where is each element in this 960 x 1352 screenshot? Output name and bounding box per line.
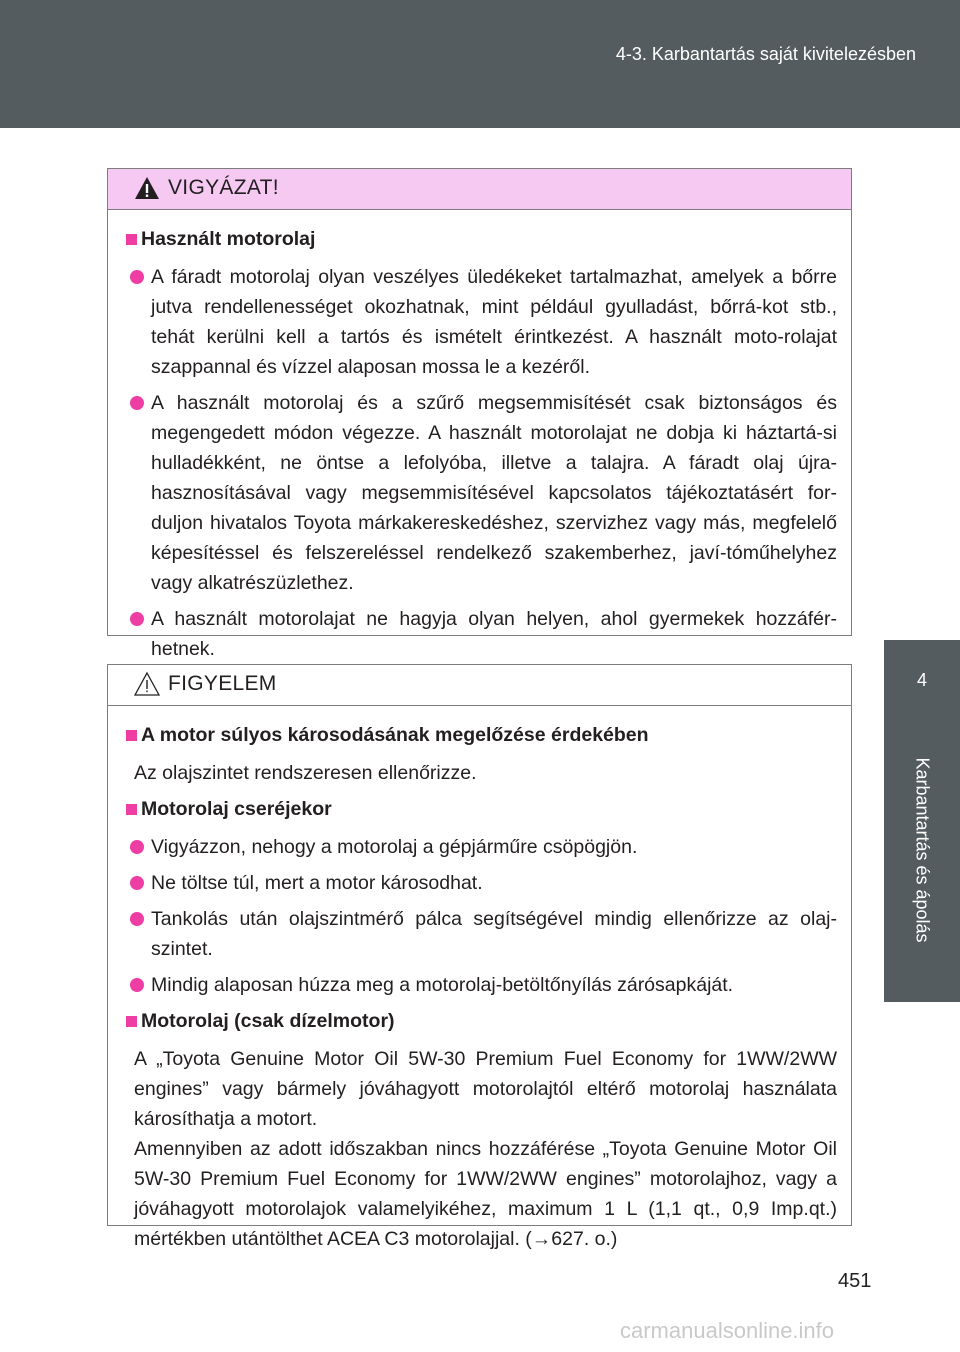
caution-bullet-text: A használt motorolaj és a szűrő megsemmisítését csak biztonságos és megengedett módon végezze. A használt motorolajat ne dobja ki háztartá-si hulladékként, ne öntse a lefolyóba, illetve a talajra. A fáradt olaj újra-hasznosításával vagy megsemmisítésével kapcsolatos tájékoztatásért for-duljon hivatalos Toyota márkakereskedéshez, szervizhez vagy más, megfelelő képesítéssel és felszereléssel rendelkező szakemberhez, javí-tóműhelyhez vagy alkatrészüzlethez. xyxy=(151,392,837,594)
notice-paragraph: A „Toyota Genuine Motor Oil 5W-30 Premium Fuel Economy for 1WW/2WW engines” vagy bármely jóváhagyott motorolajtól eltérő motorolaj használata károsíthatja a motort. xyxy=(134,1048,837,1130)
notice-heading-text: A motor súlyos károsodásának megelőzése érdekében xyxy=(141,724,649,746)
notice-bullet xyxy=(126,832,837,862)
caution-bullet xyxy=(126,262,837,382)
notice-bullet xyxy=(126,904,837,964)
notice-heading-3 xyxy=(126,1006,837,1036)
round-bullet-icon xyxy=(130,876,144,890)
notice-paragraph: Az olajszintet rendszeresen ellenőrizze. xyxy=(134,762,477,784)
chapter-number: 4 xyxy=(916,670,927,690)
notice-paragraph: Amennyiben az adott időszakban nincs hozzáférése „Toyota Genuine Motor Oil 5W-30 Premium Fuel Economy for 1WW/2WW engines” motorolajhoz, vagy a jóváhagyott motorolajok valamelyikéhez, maximum 1 L (1,1 qt., 0,9 Imp.qt.) mértékben utántölthet ACEA C3 motorolajjal. (→627. o.) xyxy=(134,1138,837,1250)
notice-warning-icon xyxy=(134,671,160,697)
square-bullet-icon xyxy=(126,730,137,741)
round-bullet-icon xyxy=(130,612,144,626)
caution-header xyxy=(108,169,851,210)
caution-title: VIGYÁZAT! xyxy=(168,176,279,199)
caution-bullet-text: A használt motorolajat ne hagyja olyan helyen, ahol gyermekek hozzáfér-hetnek. xyxy=(151,608,837,660)
square-bullet-icon xyxy=(126,1016,137,1027)
round-bullet-icon xyxy=(130,840,144,854)
chapter-side-tab xyxy=(884,640,960,1002)
caution-bullet xyxy=(126,604,837,664)
header-bar xyxy=(0,0,960,128)
notice-header xyxy=(108,665,851,706)
notice-box xyxy=(107,664,852,1250)
watermark: carmanualsonline.info xyxy=(620,1318,835,1343)
notice-bullet xyxy=(126,868,837,898)
notice-title: FIGYELEM xyxy=(168,672,277,695)
page-number: 451 xyxy=(838,1270,872,1292)
notice-heading-2 xyxy=(126,794,837,824)
warning-icon xyxy=(134,175,160,201)
notice-heading-text: Motorolaj cseréjekor xyxy=(141,798,332,820)
notice-heading-text: Motorolaj (csak dízelmotor) xyxy=(141,1010,395,1032)
round-bullet-icon xyxy=(130,978,144,992)
notice-bullet xyxy=(126,970,837,1000)
square-bullet-icon xyxy=(126,234,137,245)
caution-bullet-text: A fáradt motorolaj olyan veszélyes üledékeket tartalmazhat, amelyek a bőrre jutva rendellenességet okozhatnak, mint például gyulladást, bőrrá-kot stb., tehát kerülni kell a tartós és ismételt érintkezést. A használt moto-rolajat szappannal és vízzel alaposan mossa le a kezéről. xyxy=(151,266,837,378)
caution-box xyxy=(107,168,852,660)
caution-bullet xyxy=(126,388,837,598)
chapter-title: Karbantartás és ápolás xyxy=(912,757,933,943)
round-bullet-icon xyxy=(130,270,144,284)
round-bullet-icon xyxy=(130,912,144,926)
notice-bullet-text: Vigyázzon, nehogy a motorolaj a gépjárműre csöpögjön. xyxy=(151,836,638,858)
section-title: 4-3. Karbantartás saját kivitelezésben xyxy=(615,44,916,64)
notice-bullet-text: Mindig alaposan húzza meg a motorolaj-betöltőnyílás zárósapkáját. xyxy=(151,974,734,996)
round-bullet-icon xyxy=(130,396,144,410)
caution-heading xyxy=(126,224,837,254)
notice-bullet-text: Tankolás után olajszintmérő pálca segítségével mindig ellenőrizze az olaj-szintet. xyxy=(151,908,837,960)
notice-heading-1 xyxy=(126,720,837,750)
caution-heading-text: Használt motorolaj xyxy=(141,228,316,250)
square-bullet-icon xyxy=(126,804,137,815)
notice-bullet-text: Ne töltse túl, mert a motor károsodhat. xyxy=(151,872,483,894)
